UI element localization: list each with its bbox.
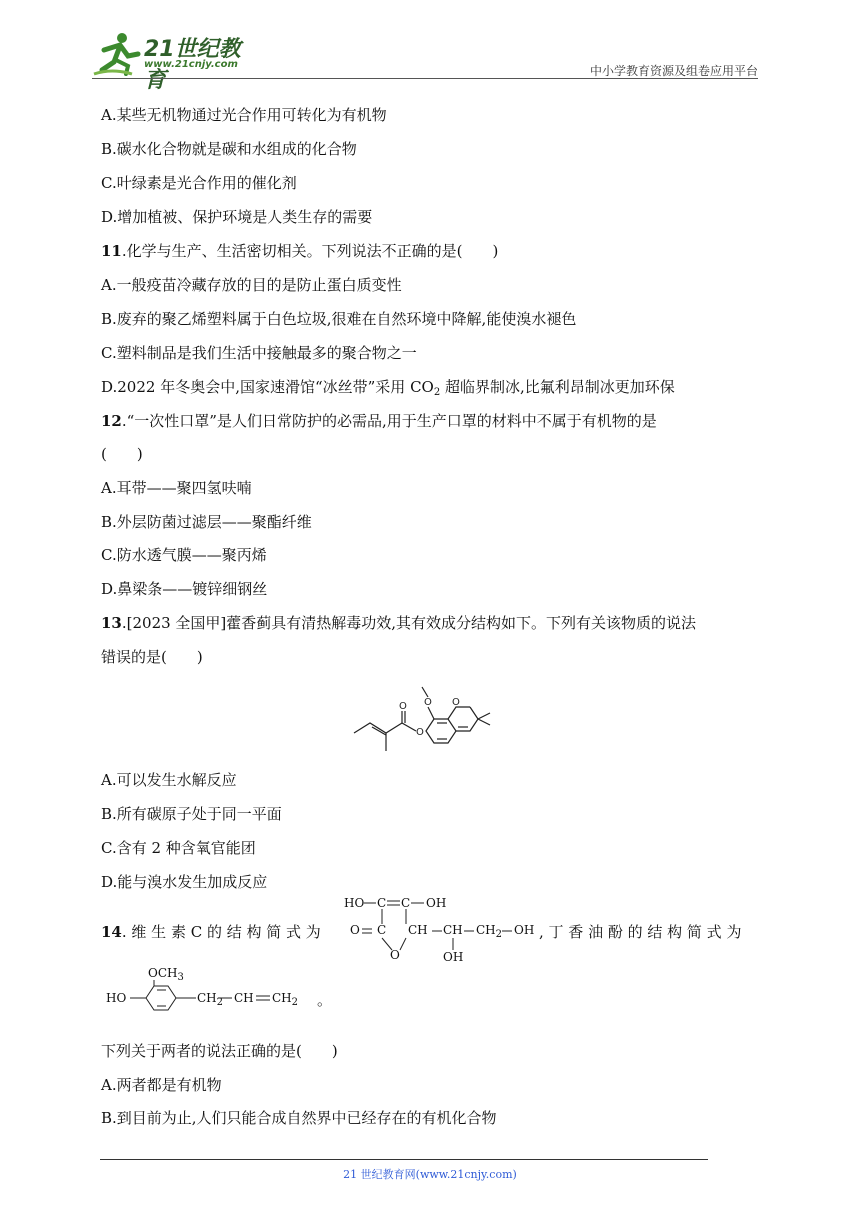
vitc-o-ring: O [390, 948, 400, 962]
footer-text: 21 世纪教育网(www.21cnjy.com) [343, 1168, 517, 1181]
ring-oxygen-label: O [452, 697, 460, 708]
vitc-oh-end: OH [514, 923, 535, 937]
q14-number: 14 [101, 923, 122, 941]
q11-option-d-sub: 2 [433, 387, 441, 398]
eugenol-ch2a-text: CH [197, 991, 217, 1005]
q13-number: 13 [101, 614, 122, 632]
eugenol-ch2b-text: CH [272, 991, 292, 1005]
header-divider [92, 78, 758, 79]
q10-option-a: A.某些无机物通过光合作用可转化为有机物 [101, 106, 387, 124]
q14-end-mark: 。 [317, 991, 333, 1009]
eugenol-ch: CH [234, 991, 254, 1005]
q10-option-c: C.叶绿素是光合作用的催化剂 [101, 174, 297, 192]
q11-option-c: C.塑料制品是我们生活中接触最多的聚合物之一 [101, 344, 417, 362]
q13-option-b: B.所有碳原子处于同一平面 [101, 805, 282, 823]
q11-option-d-post: 超临界制冰,比氟利昂制冰更加环保 [440, 378, 675, 396]
logo-url: www.21cnjy.com [144, 59, 238, 70]
q10-option-b: B.碳水化合物就是碳和水组成的化合物 [101, 140, 357, 158]
q14-stem-line2: 下列关于两者的说法正确的是( ) [101, 1042, 338, 1060]
vitc-ho-left: HO [344, 896, 365, 910]
q14-stem-a: . 维 生 素 C 的 结 构 简 式 为 [121, 923, 321, 941]
vitc-oh-down: OH [443, 950, 464, 964]
eugenol-ho: HO [106, 991, 127, 1005]
q12-option-a: A.耳带——聚四氢呋喃 [101, 479, 252, 497]
q11-option-a: A.一般疫苗冷藏存放的目的是防止蛋白质变性 [101, 276, 402, 294]
runner-logo-icon [92, 30, 142, 76]
q14-stem-part1 [101, 922, 321, 942]
header-platform-text: 中小学教育资源及组卷应用平台 [589, 64, 758, 78]
eugenol-ch2b-sub: 2 [291, 997, 299, 1008]
q13-stem-line2: 错误的是( ) [101, 648, 203, 666]
q11-stem [101, 241, 498, 261]
q13-option-a: A.可以发生水解反应 [101, 771, 237, 789]
q13-option-d: D.能与溴水发生加成反应 [101, 873, 268, 891]
q12-option-c: C.防水透气膜——聚丙烯 [101, 546, 267, 564]
q13-stem [101, 613, 696, 633]
page-header [92, 30, 758, 93]
q12-stem-text: .“一次性口罩”是人们日常防护的必需品,用于生产口罩的材料中不属于有机物的是 [121, 412, 657, 430]
eugenol-ch2a [197, 991, 223, 1008]
logo-text: 21世纪教育 [144, 37, 241, 93]
q12-stem [101, 411, 657, 431]
q11-option-b: B.废弃的聚乙烯塑料属于白色垃圾,很难在自然环境中降解,能使溴水褪色 [101, 310, 577, 328]
q11-option-d [101, 377, 675, 403]
methoxy-oxygen-label: O [424, 697, 432, 708]
q13-molecule-structure [350, 675, 520, 765]
vitc-ch2: CH [443, 923, 463, 937]
q12-number: 12 [101, 412, 122, 430]
ester-oxygen-label: O [416, 727, 424, 738]
vitc-ch2b-sub: 2 [495, 929, 503, 940]
q14-stem-part2: , 丁 香 油 酚 的 结 构 简 式 为 [539, 923, 742, 941]
q11-stem-text: .化学与生产、生活密切相关。下列说法不正确的是( ) [121, 242, 499, 260]
eugenol-och3-text: OCH [148, 966, 178, 980]
site-logo [92, 30, 262, 93]
carbonyl-oxygen-label: O [399, 701, 407, 712]
q12-option-d: D.鼻梁条——镀锌细钢丝 [101, 580, 268, 598]
vitc-oh-right: OH [426, 896, 447, 910]
footer-divider [100, 1159, 708, 1160]
q14-option-b: B.到目前为止,人们只能合成自然界中已经存在的有机化合物 [101, 1109, 497, 1127]
q12-option-b: B.外层防菌过滤层——聚酯纤维 [101, 513, 312, 531]
eugenol-ch2b [272, 991, 298, 1008]
q13-option-c: C.含有 2 种含氧官能团 [101, 839, 256, 857]
vitc-c3: C [377, 923, 387, 937]
vitc-ch2b [476, 923, 502, 940]
vitc-ch1: CH [408, 923, 428, 937]
q11-option-d-pre: D.2022 年冬奥会中,国家速滑馆“冰丝带”采用 CO [101, 378, 434, 396]
vitc-o-eq: O [350, 923, 360, 937]
q12-stem-line2: ( ) [101, 445, 143, 463]
q11-number: 11 [101, 242, 122, 260]
q14-option-a: A.两者都是有机物 [101, 1076, 222, 1094]
vitc-ch2b-text: CH [476, 923, 496, 937]
eugenol-och3-sub: 3 [177, 972, 184, 983]
eugenol-och3 [148, 966, 184, 983]
vitc-c1: C [377, 896, 387, 910]
q13-stem-text: .[2023 全国甲]藿香蓟具有清热解毒功效,其有效成分结构如下。下列有关该物质的说法 [121, 614, 697, 632]
q10-option-d: D.增加植被、保护环境是人类生存的需要 [101, 208, 373, 226]
vitc-c2: C [401, 896, 411, 910]
eugenol-ch2a-sub: 2 [216, 997, 224, 1008]
